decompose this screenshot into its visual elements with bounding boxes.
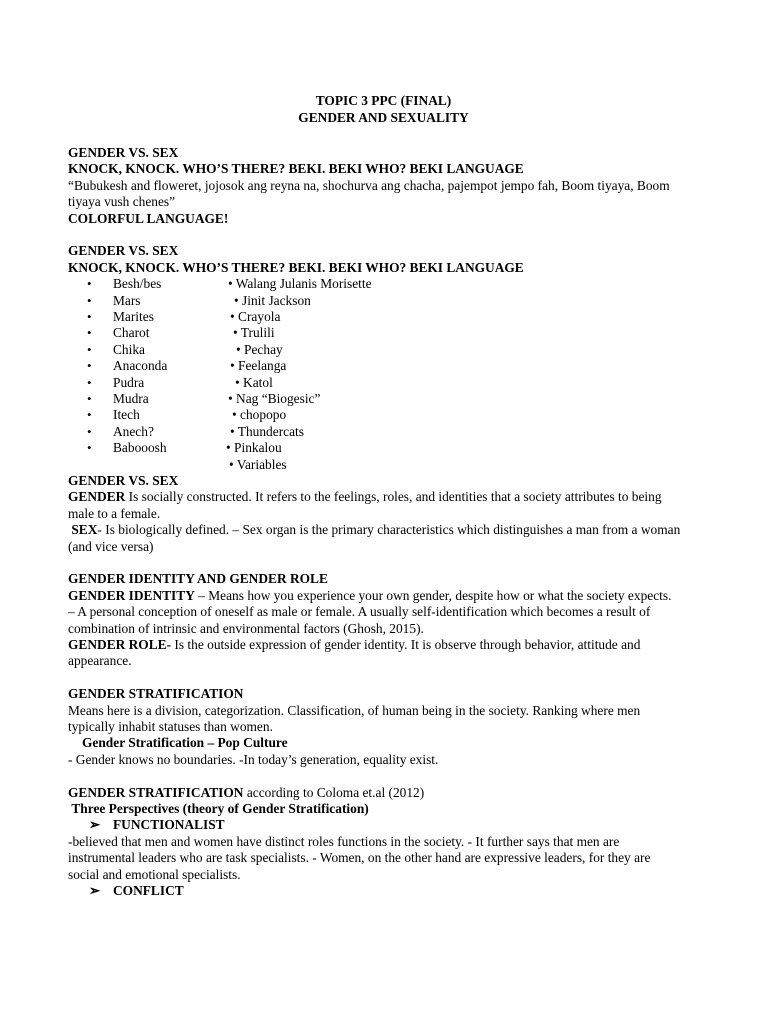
three-perspectives-subheading bbox=[68, 801, 699, 817]
arrow-bullet-icon: ➢ bbox=[89, 883, 101, 899]
document-title-line2: GENDER AND SEXUALITY bbox=[298, 110, 469, 125]
section4-heading: GENDER IDENTITY AND GENDER ROLE bbox=[68, 571, 328, 587]
list-item-right: • Thundercats bbox=[230, 423, 304, 439]
section3-heading: GENDER VS. SEX bbox=[68, 472, 179, 488]
list-item bbox=[68, 342, 699, 358]
bullet-icon: • bbox=[87, 374, 92, 390]
section1-closing: COLORFUL LANGUAGE! bbox=[68, 210, 229, 226]
list-item-left: Marites bbox=[113, 309, 154, 325]
list-item-right: • Feelanga bbox=[230, 358, 287, 374]
pop-culture-subheading: Gender Stratification – Pop Culture bbox=[82, 735, 288, 751]
list-item-right: • Walang Julanis Morisette bbox=[228, 276, 372, 292]
gender-text1: Is socially constructed. It refers to the feelings, roles, and identities that a society attributes to being bbox=[125, 489, 662, 505]
section1-quote-line2: tiyaya vush chenes” bbox=[68, 194, 176, 210]
sex-label: SEX bbox=[71, 522, 98, 538]
document-page bbox=[68, 92, 699, 899]
conflict-label: CONFLICT bbox=[113, 883, 184, 899]
list-item bbox=[68, 424, 699, 440]
section1-quote-line1: “Bubukesh and floweret, jojosok ang reyna na, shochurva ang chacha, pajempot jempo fah, Boom tiyaya, Boom bbox=[68, 177, 670, 193]
list-item bbox=[68, 457, 699, 473]
list-item-left: Chika bbox=[113, 341, 145, 357]
bullet-icon: • bbox=[87, 325, 92, 341]
list-item-left: Babooosh bbox=[113, 440, 167, 456]
list-item-right: • Katol bbox=[235, 374, 273, 390]
identity-line2: – A personal conception of oneself as male or female. A usually self-identification which becomes a result of bbox=[68, 604, 651, 620]
list-item bbox=[68, 325, 699, 341]
list-item bbox=[68, 293, 699, 309]
list-item bbox=[68, 391, 699, 407]
conflict-item bbox=[68, 883, 699, 899]
functionalist-label: FUNCTIONALIST bbox=[113, 817, 225, 833]
list-item-right: • chopopo bbox=[232, 407, 287, 423]
identity-text1: – Means how you experience your own gender, despite how or what the society expects. bbox=[194, 587, 672, 603]
section6-heading-rest: according to Coloma et.al (2012) bbox=[243, 784, 425, 800]
functionalist-text2: instrumental leaders who are task specialists. - Women, on the other hand are expressive leaders, for they are bbox=[68, 850, 651, 866]
list-item-left: Besh/bes bbox=[113, 276, 162, 292]
list-item bbox=[68, 375, 699, 391]
role-line2: appearance. bbox=[68, 653, 132, 669]
functionalist-text1: -believed that men and women have distinct roles functions in the society. - It further says that men are bbox=[68, 833, 620, 849]
list-item bbox=[68, 276, 699, 292]
document-title-line1: TOPIC 3 PPC (FINAL) bbox=[315, 93, 452, 108]
list-item-left: Anech? bbox=[113, 423, 154, 439]
bullet-icon: • bbox=[87, 341, 92, 357]
list-item-right: • Crayola bbox=[230, 309, 281, 325]
bullet-icon: • bbox=[87, 309, 92, 325]
list-item-left: Charot bbox=[113, 325, 150, 341]
gender-label: GENDER bbox=[68, 489, 126, 505]
identity-line3: combination of intrinsic and environmental factors (Ghosh, 2015). bbox=[68, 620, 424, 636]
bullet-icon: • bbox=[87, 358, 92, 374]
pop-culture-text: - Gender knows no boundaries. -In today’s generation, equality exist. bbox=[68, 751, 439, 767]
list-item-left: Pudra bbox=[113, 374, 145, 390]
list-item-right: • Nag “Biogesic” bbox=[228, 390, 321, 406]
list-item-right: • Variables bbox=[229, 456, 287, 472]
bullet-icon: • bbox=[87, 423, 92, 439]
list-item-right: • Trulili bbox=[233, 325, 275, 341]
sex-definition-line2: (and vice versa) bbox=[68, 538, 154, 554]
section1-heading1: GENDER VS. SEX bbox=[68, 145, 179, 160]
section1-heading2: KNOCK, KNOCK. WHO’S THERE? BEKI. BEKI WHO? BEKI LANGUAGE bbox=[68, 161, 524, 177]
sex-text1: - Is biologically defined. – Sex organ is the primary characteristics which distinguishes a man from a woman bbox=[97, 522, 681, 538]
gender-definition-line2: male to a female. bbox=[68, 505, 161, 521]
bullet-icon: • bbox=[87, 407, 92, 423]
three-perspectives-text: Three Perspectives (theory of Gender Stratification) bbox=[71, 801, 369, 816]
list-item bbox=[68, 407, 699, 423]
role-line1 bbox=[68, 637, 699, 653]
functionalist-text3: social and emotional specialists. bbox=[68, 866, 241, 882]
gender-definition-line1 bbox=[68, 489, 699, 505]
arrow-bullet-icon: ➢ bbox=[89, 817, 101, 833]
stratification-text2: typically inhabit statuses than women. bbox=[68, 718, 273, 734]
bullet-icon: • bbox=[87, 440, 92, 456]
section2-heading2: KNOCK, KNOCK. WHO’S THERE? BEKI. BEKI WHO? BEKI LANGUAGE bbox=[68, 259, 524, 275]
list-item-left: Anaconda bbox=[113, 358, 168, 374]
section2-heading1: GENDER VS. SEX bbox=[68, 243, 179, 259]
section6-heading-bold: GENDER STRATIFICATION bbox=[68, 784, 244, 800]
sex-definition-line1 bbox=[68, 522, 699, 538]
list-item bbox=[68, 309, 699, 325]
list-item-right: • Pechay bbox=[236, 341, 283, 357]
identity-line1 bbox=[68, 588, 699, 604]
list-item-right: • Jinit Jackson bbox=[234, 292, 311, 308]
role-label: GENDER ROLE- bbox=[68, 636, 172, 652]
list-item-left: Mudra bbox=[113, 390, 149, 406]
beki-word-list bbox=[68, 276, 699, 473]
bullet-icon: • bbox=[87, 390, 92, 406]
stratification-text1: Means here is a division, categorization. Classification, of human being in the society. Ranking where men bbox=[68, 702, 641, 718]
bullet-icon: • bbox=[87, 276, 92, 292]
functionalist-item bbox=[68, 817, 699, 833]
section6-heading bbox=[68, 785, 699, 801]
bullet-icon: • bbox=[87, 292, 92, 308]
section5-heading: GENDER STRATIFICATION bbox=[68, 686, 244, 702]
list-item bbox=[68, 358, 699, 374]
list-item-left: Mars bbox=[113, 292, 141, 308]
role-text1: Is the outside expression of gender identity. It is observe through behavior, attitude and bbox=[171, 636, 641, 652]
list-item-right: • Pinkalou bbox=[226, 440, 282, 456]
list-item bbox=[68, 440, 699, 456]
identity-label: GENDER IDENTITY bbox=[68, 587, 195, 603]
list-item-left: Itech bbox=[113, 407, 140, 423]
